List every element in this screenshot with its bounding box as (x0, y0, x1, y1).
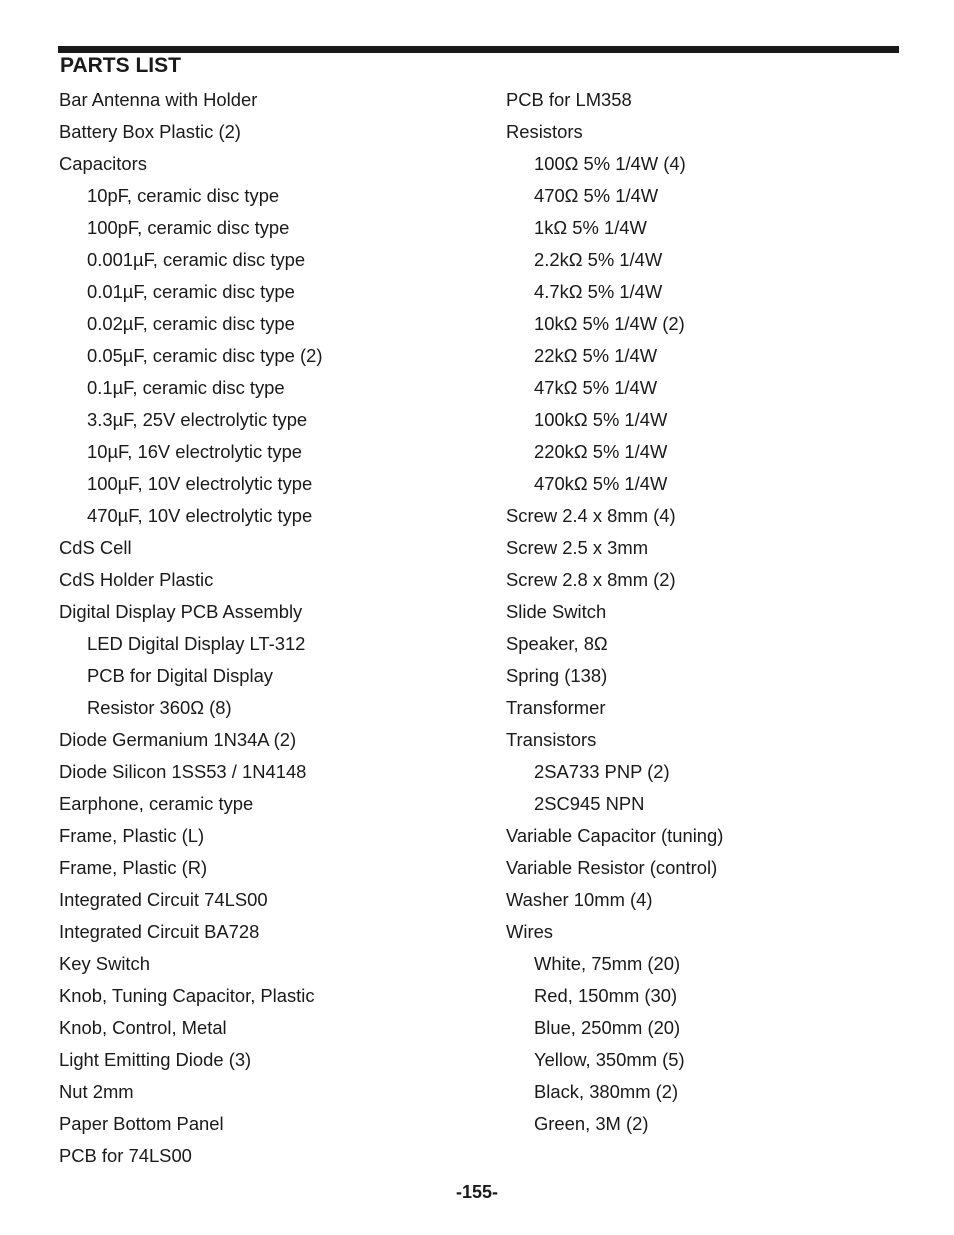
parts-list-subitem: 100kΩ 5% 1/4W (534, 409, 668, 430)
parts-list-subitem: 0.05µF, ceramic disc type (2) (87, 345, 323, 366)
page-number: -155- (455, 1182, 499, 1202)
parts-list-subitem: Resistor 360Ω (8) (87, 697, 232, 718)
parts-list-subitem: 2.2kΩ 5% 1/4W (534, 249, 663, 270)
parts-list-subitem: 0.1µF, ceramic disc type (87, 377, 285, 398)
parts-list-item: PCB for 74LS00 (59, 1145, 192, 1166)
parts-list-item: CdS Holder Plastic (59, 569, 214, 590)
parts-list-subitem: Red, 150mm (30) (534, 985, 678, 1006)
parts-list-item: Transformer (506, 697, 606, 718)
parts-list-subitem: 22kΩ 5% 1/4W (534, 345, 658, 366)
parts-list-subitem: 2SA733 PNP (2) (534, 761, 670, 782)
parts-list-subitem: 0.01µF, ceramic disc type (87, 281, 295, 302)
parts-list-subitem: 47kΩ 5% 1/4W (534, 377, 658, 398)
parts-list-subitem: Black, 380mm (2) (534, 1081, 679, 1102)
parts-list-subitem: White, 75mm (20) (534, 953, 681, 974)
parts-list-item: Bar Antenna with Holder (59, 89, 258, 110)
parts-list-item: Variable Capacitor (tuning) (506, 825, 724, 846)
parts-list-item: Slide Switch (506, 601, 607, 622)
parts-list-item: Integrated Circuit 74LS00 (59, 889, 268, 910)
page-title: PARTS LIST (60, 54, 181, 77)
parts-list-item: Diode Germanium 1N34A (2) (59, 729, 297, 750)
parts-list-subitem: 2SC945 NPN (534, 793, 645, 814)
parts-list-item: Screw 2.4 x 8mm (4) (506, 505, 676, 526)
parts-list-item: Transistors (506, 729, 597, 750)
parts-list-item: Washer 10mm (4) (506, 889, 653, 910)
parts-list-subitem: 100µF, 10V electrolytic type (87, 473, 313, 494)
parts-list-item: Variable Resistor (control) (506, 857, 718, 878)
parts-list-item: Screw 2.5 x 3mm (506, 537, 649, 558)
parts-list-item: Key Switch (59, 953, 150, 974)
parts-list-subitem: 10µF, 16V electrolytic type (87, 441, 303, 462)
parts-list-item: Screw 2.8 x 8mm (2) (506, 569, 676, 590)
parts-list-item: Frame, Plastic (R) (59, 857, 208, 878)
parts-list-subitem: 1kΩ 5% 1/4W (534, 217, 647, 238)
parts-list-item: Spring (138) (506, 665, 608, 686)
parts-list-item: Battery Box Plastic (2) (59, 121, 241, 142)
parts-list-subitem: 220kΩ 5% 1/4W (534, 441, 668, 462)
parts-list-item: Resistors (506, 121, 583, 142)
parts-list-item: Paper Bottom Panel (59, 1113, 224, 1134)
parts-list-subitem: LED Digital Display LT-312 (87, 633, 306, 654)
parts-list-item: Wires (506, 921, 553, 942)
parts-list-subitem: 100Ω 5% 1/4W (4) (534, 153, 686, 174)
parts-list-subitem: 0.02µF, ceramic disc type (87, 313, 295, 334)
parts-list-subitem: 470µF, 10V electrolytic type (87, 505, 313, 526)
parts-list-subitem: 10pF, ceramic disc type (87, 185, 280, 206)
parts-list-subitem: 100pF, ceramic disc type (87, 217, 290, 238)
parts-list-item: Nut 2mm (59, 1081, 134, 1102)
parts-list-subitem: 4.7kΩ 5% 1/4W (534, 281, 663, 302)
parts-list-item: Integrated Circuit BA728 (59, 921, 260, 942)
parts-list-item: Light Emitting Diode (3) (59, 1049, 252, 1070)
parts-list-item: Earphone, ceramic type (59, 793, 254, 814)
parts-list-item: Diode Silicon 1SS53 / 1N4148 (59, 761, 307, 782)
parts-list-item: Speaker, 8Ω (506, 633, 608, 654)
parts-list-subitem: 3.3µF, 25V electrolytic type (87, 409, 308, 430)
parts-list-subitem: Yellow, 350mm (5) (534, 1049, 685, 1070)
parts-list-item: Frame, Plastic (L) (59, 825, 205, 846)
parts-list-subitem: Green, 3M (2) (534, 1113, 649, 1134)
parts-list-right-column (506, 84, 926, 1140)
parts-list-subitem: PCB for Digital Display (87, 665, 274, 686)
parts-list-item: Knob, Tuning Capacitor, Plastic (59, 985, 315, 1006)
parts-list-item: Capacitors (59, 153, 147, 174)
parts-list-subitem: 10kΩ 5% 1/4W (2) (534, 313, 685, 334)
top-rule (58, 46, 899, 53)
parts-list-left-column (59, 84, 479, 1172)
parts-list-subitem: Blue, 250mm (20) (534, 1017, 681, 1038)
parts-list-subitem: 0.001µF, ceramic disc type (87, 249, 306, 270)
parts-list-subitem: 470Ω 5% 1/4W (534, 185, 659, 206)
parts-list-item: Digital Display PCB Assembly (59, 601, 303, 622)
parts-list-item: CdS Cell (59, 537, 132, 558)
parts-list-item: Knob, Control, Metal (59, 1017, 227, 1038)
parts-list-subitem: 470kΩ 5% 1/4W (534, 473, 668, 494)
parts-list-item: PCB for LM358 (506, 89, 632, 110)
